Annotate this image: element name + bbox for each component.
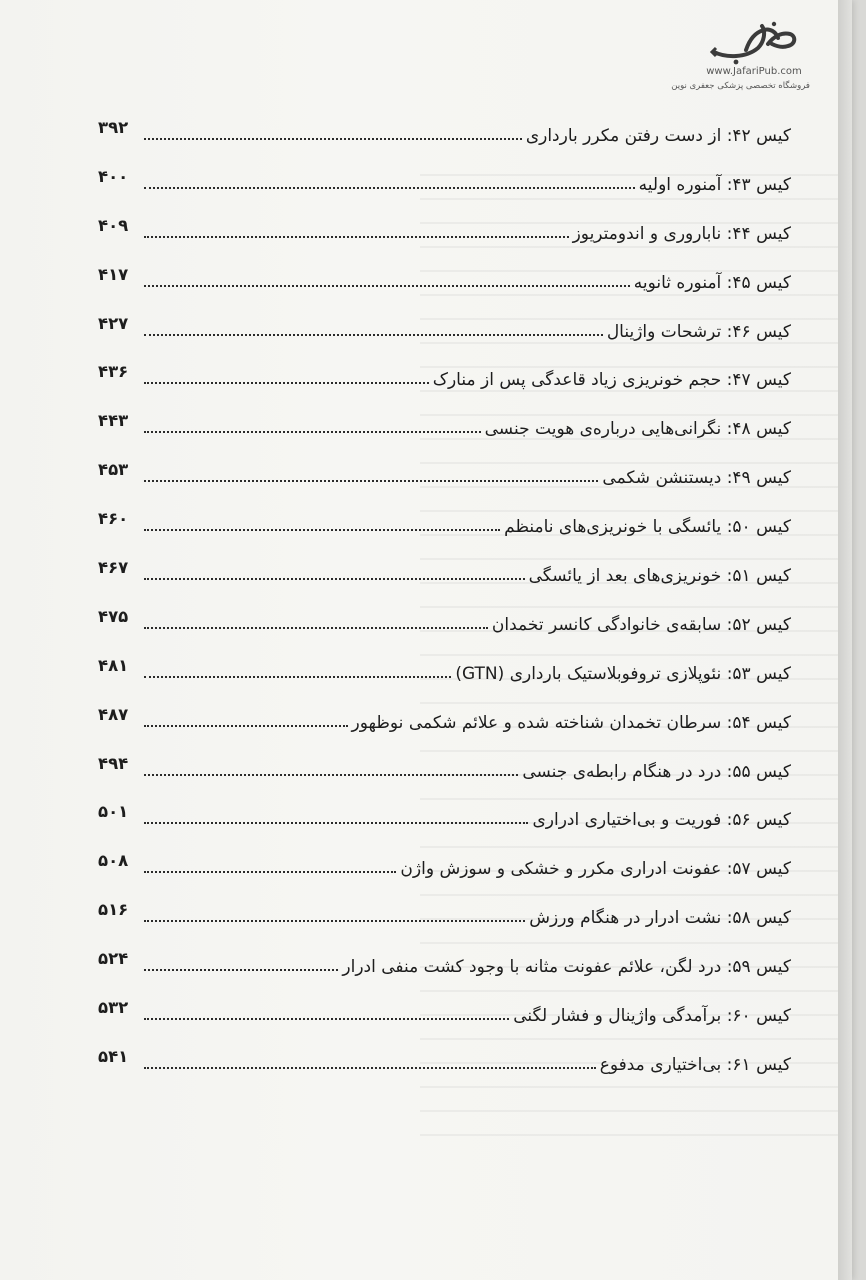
toc-page-number: ۴۰۹ — [98, 215, 129, 235]
toc-title: کیس ۵۴: سرطان تخمدان شناخته شده و علائم شکمی نوظهور — [351, 712, 791, 733]
toc-page-number: ۴۸۷ — [98, 704, 129, 724]
toc-entry — [92, 752, 797, 801]
toc-title: کیس ۴۳: آمنوره اولیه — [638, 174, 791, 195]
toc-entry — [92, 116, 797, 165]
toc-dot-leader — [144, 676, 451, 678]
toc-entry — [92, 654, 797, 703]
toc-dot-leader — [144, 1018, 509, 1020]
toc-dot-leader — [144, 774, 518, 776]
toc-entry — [92, 312, 797, 361]
toc-entry — [92, 556, 797, 605]
toc-entry — [92, 507, 797, 556]
toc-entry — [92, 263, 797, 312]
toc-title: کیس ۵۹: درد لگن، علائم عفونت مثانه با وجود کشت منفی ادرار — [342, 957, 791, 978]
toc-title: کیس ۴۲: از دست رفتن مکرر بارداری — [525, 126, 791, 146]
toc-title: کیس ۴۹: دیستنشن شکمی — [602, 468, 791, 489]
toc-title: کیس ۵۲: سابقه‌ی خانوادگی کانسر تخمدان — [491, 614, 791, 635]
toc-page-number: ۵۰۱ — [98, 802, 129, 822]
toc-entry — [92, 800, 797, 849]
publisher-url: www.JafariPub.com — [706, 66, 802, 77]
toc-page-number: ۴۳۶ — [98, 362, 129, 382]
toc-page-number: ۵۳۲ — [98, 998, 129, 1018]
toc-title: کیس ۵۸: نشت ادرار در هنگام ورزش — [529, 908, 791, 929]
toc-dot-leader — [144, 871, 396, 873]
toc-title: کیس ۵۷: عفونت ادراری مکرر و خشکی و سوزش واژن — [400, 859, 791, 880]
toc-title: کیس ۴۵: آمنوره ثانویه — [633, 272, 791, 293]
toc-page-number: ۴۹۴ — [98, 753, 129, 773]
toc-page-number: ۵۰۸ — [98, 851, 129, 871]
toc-page-number: ۵۱۶ — [98, 900, 129, 920]
toc-page-number: ۵۲۴ — [98, 949, 129, 969]
toc-title: کیس ۴۷: حجم خونریزی زیاد قاعدگی پس از منارک — [432, 370, 791, 391]
toc-title: کیس ۵۰: یائسگی با خونریزی‌های نامنظم — [504, 517, 791, 538]
toc-page-number: ۵۴۱ — [98, 1046, 129, 1066]
toc-title: کیس ۴۴: ناباروری و اندومتریوز — [572, 223, 791, 244]
toc-entry — [92, 1045, 797, 1094]
toc-title: کیس ۵۳: نئوپلازی تروفوبلاستیک بارداری (GTN) — [455, 663, 791, 684]
page-edge — [838, 0, 852, 1280]
toc-title: کیس ۵۱: خونریزی‌های بعد از یائسگی — [528, 566, 791, 587]
toc-dot-leader — [144, 725, 348, 727]
toc-dot-leader — [144, 187, 635, 189]
toc-entry — [92, 947, 797, 996]
toc-title: کیس ۵۶: فوریت و بی‌اختیاری ادراری — [532, 810, 791, 831]
toc-entry — [92, 458, 797, 507]
toc-title: کیس ۶۱: بی‌اختیاری مدفوع — [599, 1054, 791, 1075]
toc-dot-leader — [144, 920, 525, 922]
toc-dot-leader — [144, 431, 481, 433]
toc-dot-leader — [144, 334, 603, 336]
publisher-logo-icon — [706, 18, 802, 66]
toc-title: کیس ۴۶: ترشحات واژینال — [606, 321, 791, 342]
toc-entry — [92, 605, 797, 654]
toc-dot-leader — [144, 480, 598, 482]
toc-dot-leader — [144, 969, 338, 971]
toc-page-number: ۴۲۷ — [98, 313, 129, 333]
toc-title: کیس ۴۸: نگرانی‌هایی درباره‌ی هویت جنسی — [484, 419, 791, 440]
toc-dot-leader — [144, 529, 500, 531]
toc-dot-leader — [144, 382, 429, 384]
toc-page-number: ۳۹۲ — [98, 118, 129, 137]
publisher-tagline: فروشگاه تخصصی پزشکی جعفری نوین — [671, 81, 810, 91]
toc-page-number: ۴۶۷ — [98, 558, 129, 578]
toc-entry — [92, 849, 797, 898]
toc-page-number: ۴۸۱ — [98, 655, 129, 675]
toc-title: کیس ۵۵: درد در هنگام رابطه‌ی جنسی — [522, 761, 791, 782]
publisher-logo — [671, 18, 810, 91]
table-of-contents — [92, 116, 797, 1094]
toc-page-number: ۴۷۵ — [98, 606, 129, 626]
toc-page-number: ۴۴۳ — [98, 411, 129, 431]
toc-dot-leader — [144, 236, 569, 238]
toc-dot-leader — [144, 822, 528, 824]
toc-dot-leader — [144, 1067, 596, 1069]
toc-page-number: ۴۶۰ — [98, 509, 129, 529]
toc-entry — [92, 898, 797, 947]
toc-dot-leader — [144, 627, 488, 629]
toc-entry — [92, 360, 797, 409]
toc-entry — [92, 165, 797, 214]
toc-page-number: ۴۵۳ — [98, 460, 129, 480]
toc-entry — [92, 996, 797, 1045]
toc-entry — [92, 214, 797, 263]
toc-dot-leader — [144, 578, 525, 580]
toc-entry — [92, 703, 797, 752]
toc-dot-leader — [144, 285, 630, 287]
toc-page-number: ۴۰۰ — [98, 166, 129, 186]
toc-page-number: ۴۱۷ — [98, 264, 129, 284]
toc-entry — [92, 409, 797, 458]
toc-dot-leader — [144, 138, 522, 140]
toc-title: کیس ۶۰: برآمدگی واژینال و فشار لگنی — [513, 1006, 791, 1027]
